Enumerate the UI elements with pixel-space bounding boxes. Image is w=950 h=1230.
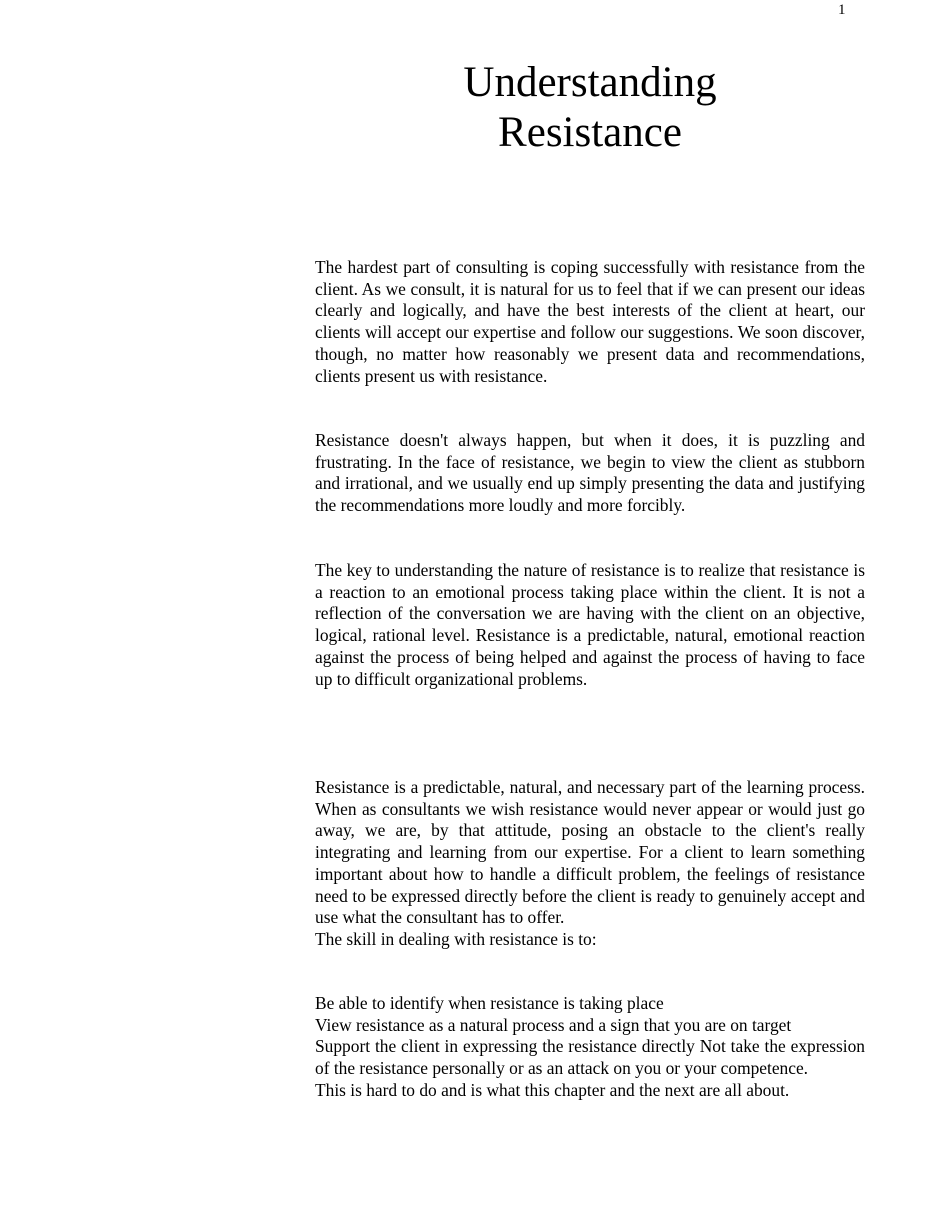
paragraph: The hardest part of consulting is coping successfully with resistance from the client. As we consult, it is natural for us to feel that if we can present our ideas clearly and logically, and have the best interests of the client at heart, our clients will accept our expertise and follow our suggestions. We soon discover, though, no matter how reasonably we present data and recommendations, clients present us with resistance. [315,257,865,386]
title-line-1: Understanding [463,59,717,106]
paragraph-block-1 [315,257,865,387]
list-item: Support the client in expressing the resistance directly Not take the expression of the resistance personally or as an attack on you or your competence. [315,1036,865,1079]
paragraph: Resistance is a predictable, natural, and necessary part of the learning process. When as consultants we wish resistance would never appear or would just go away, we are, by that attitude, posing an obstacle to the client's really integrating and learning from our expertise. For a client to learn something important about how to handle a difficult problem, the feelings of resistance need to be expressed directly before the client is ready to genuinely accept and use what the consultant has to offer. [315,777,865,928]
skills-list [315,993,865,1102]
list-item: View resistance as a natural process and a sign that you are on target [315,1014,792,1035]
page-number: 1 [838,2,846,18]
paragraph-block-3 [315,560,865,690]
paragraph: The key to understanding the nature of resistance is to realize that resistance is a reaction to an emotional process taking place within the client. It is not a reflection of the conversation we are having with the client on an objective, logical, rational level. Resistance is a predictable, natural, emotional reaction against the process of being helped and against the process of having to face up to difficult organizational problems. [315,560,865,689]
paragraph-block-4 [315,777,865,951]
paragraph: Resistance doesn't always happen, but when it does, it is puzzling and frustrating. In the face of resistance, we begin to view the client as stubborn and irrational, and we usually end up simply presenting the data and justifying the recommendations more loudly and more forcibly. [315,430,865,516]
page-title [380,58,800,158]
closing-line: This is hard to do and is what this chapter and the next are all about. [315,1079,790,1100]
list-item: Be able to identify when resistance is taking place [315,993,664,1013]
paragraph-block-2 [315,430,865,517]
title-line-2: Resistance [498,109,682,156]
skill-intro: The skill in dealing with resistance is to: [315,928,597,949]
